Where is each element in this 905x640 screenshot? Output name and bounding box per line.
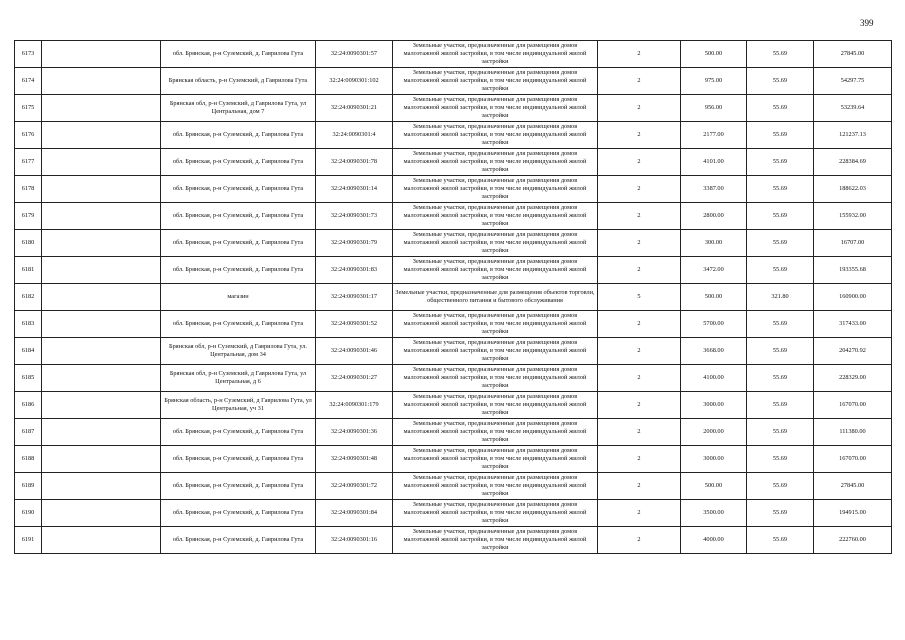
use-group-cell: 2 (598, 122, 681, 149)
table-row (15, 338, 892, 365)
specific-value-cell: 55.69 (747, 311, 814, 338)
address-cell: магазин (161, 284, 316, 311)
use-group-cell: 2 (598, 338, 681, 365)
cadastral-number-cell: 32:24:0090301:73 (316, 203, 393, 230)
cadastral-number-cell: 32:24:0090301:36 (316, 419, 393, 446)
land-use-cell: Земельные участки, предназначенные для размещения домов малоэтажной жилой застройки, в том числе индивидуальной жилой застройки (393, 203, 598, 230)
address-cell: Брянская область, р-н Суземский, д Гаврилова Гута (161, 68, 316, 95)
cadastral-number-cell: 32:24:0090301:21 (316, 95, 393, 122)
cadastral-number-cell: 32:24:0090301:16 (316, 527, 393, 554)
cadastral-number-cell: 32:24:0090301:17 (316, 284, 393, 311)
owner-blank-cell (42, 122, 161, 149)
row-number-cell: 6189 (15, 473, 42, 500)
address-cell: Брянская область, р-н Суземский, д Гаврилова Гута, ул Центральная, уч 31 (161, 392, 316, 419)
cadastral-number-cell: 32:24:0090301:84 (316, 500, 393, 527)
row-number-cell: 6182 (15, 284, 42, 311)
land-use-cell: Земельные участки, предназначенные для размещения домов малоэтажной жилой застройки, в том числе индивидуальной жилой застройки (393, 392, 598, 419)
land-use-cell: Земельные участки, предназначенные для размещения домов малоэтажной жилой застройки, в том числе индивидуальной жилой застройки (393, 365, 598, 392)
owner-blank-cell (42, 473, 161, 500)
address-cell: обл. Брянская, р-н Суземский, д. Гаврилова Гута (161, 311, 316, 338)
row-number-cell: 6173 (15, 41, 42, 68)
area-cell: 3472.00 (681, 257, 747, 284)
cadastral-number-cell: 32:24:0090301:48 (316, 446, 393, 473)
cadastral-number-cell: 32:24:0090301:57 (316, 41, 393, 68)
use-group-cell: 2 (598, 473, 681, 500)
cadastral-number-cell: 32:24:0090301:78 (316, 149, 393, 176)
area-cell: 2800.00 (681, 203, 747, 230)
address-cell: обл. Брянская, р-н Суземский, д. Гаврилова Гута (161, 203, 316, 230)
area-cell: 500.00 (681, 284, 747, 311)
table-row (15, 284, 892, 311)
row-number-cell: 6191 (15, 527, 42, 554)
specific-value-cell: 55.69 (747, 41, 814, 68)
owner-blank-cell (42, 203, 161, 230)
owner-blank-cell (42, 365, 161, 392)
address-cell: обл. Брянская, р-н Суземский, д. Гаврилова Гута (161, 473, 316, 500)
row-number-cell: 6174 (15, 68, 42, 95)
cadastral-value-cell: 228384.69 (814, 149, 892, 176)
land-use-cell: Земельные участки, предназначенные для размещения домов малоэтажной жилой застройки, в том числе индивидуальной жилой застройки (393, 176, 598, 203)
cadastral-value-cell: 16707.00 (814, 230, 892, 257)
area-cell: 956.00 (681, 95, 747, 122)
specific-value-cell: 55.69 (747, 122, 814, 149)
owner-blank-cell (42, 95, 161, 122)
owner-blank-cell (42, 176, 161, 203)
cadastral-value-cell: 167070.00 (814, 392, 892, 419)
specific-value-cell: 55.69 (747, 68, 814, 95)
row-number-cell: 6180 (15, 230, 42, 257)
specific-value-cell: 55.69 (747, 446, 814, 473)
specific-value-cell: 55.69 (747, 149, 814, 176)
specific-value-cell: 55.69 (747, 176, 814, 203)
area-cell: 4101.00 (681, 149, 747, 176)
owner-blank-cell (42, 68, 161, 95)
cadastral-value-cell: 54297.75 (814, 68, 892, 95)
cadastral-value-cell: 167070.00 (814, 446, 892, 473)
area-cell: 3387.00 (681, 176, 747, 203)
use-group-cell: 2 (598, 149, 681, 176)
specific-value-cell: 55.69 (747, 365, 814, 392)
owner-blank-cell (42, 338, 161, 365)
use-group-cell: 2 (598, 446, 681, 473)
land-use-cell: Земельные участки, предназначенные для размещения домов малоэтажной жилой застройки, в том числе индивидуальной жилой застройки (393, 419, 598, 446)
land-use-cell: Земельные участки, предназначенные для размещения домов малоэтажной жилой застройки, в том числе индивидуальной жилой застройки (393, 500, 598, 527)
address-cell: обл. Брянская, р-н Суземский, д. Гаврилова Гута (161, 230, 316, 257)
land-use-cell: Земельные участки, предназначенные для размещения домов малоэтажной жилой застройки, в том числе индивидуальной жилой застройки (393, 149, 598, 176)
specific-value-cell: 321.80 (747, 284, 814, 311)
address-cell: обл. Брянская, р-н Суземский, д. Гаврилова Гута (161, 149, 316, 176)
cadastral-value-cell: 317433.00 (814, 311, 892, 338)
cadastral-value-cell: 194915.00 (814, 500, 892, 527)
area-cell: 5700.00 (681, 311, 747, 338)
use-group-cell: 2 (598, 527, 681, 554)
area-cell: 4100.00 (681, 365, 747, 392)
cadastral-value-cell: 204270.92 (814, 338, 892, 365)
land-use-cell: Земельные участки, предназначенные для размещения домов малоэтажной жилой застройки, в том числе индивидуальной жилой застройки (393, 68, 598, 95)
cadastral-value-cell: 111380.00 (814, 419, 892, 446)
specific-value-cell: 55.69 (747, 338, 814, 365)
address-cell: обл. Брянская, р-н Суземский, д. Гаврилова Гута (161, 176, 316, 203)
use-group-cell: 2 (598, 500, 681, 527)
row-number-cell: 6188 (15, 446, 42, 473)
table-row (15, 95, 892, 122)
land-registry-table (14, 40, 892, 554)
table-row (15, 311, 892, 338)
table-row (15, 365, 892, 392)
land-use-cell: Земельные участки, предназначенные для размещения домов малоэтажной жилой застройки, в том числе индивидуальной жилой застройки (393, 527, 598, 554)
table-row (15, 473, 892, 500)
land-use-cell: Земельные участки, предназначенные для размещения домов малоэтажной жилой застройки, в том числе индивидуальной жилой застройки (393, 122, 598, 149)
row-number-cell: 6175 (15, 95, 42, 122)
registry-table-body (15, 41, 892, 554)
land-use-cell: Земельные участки, предназначенные для размещения домов малоэтажной жилой застройки, в том числе индивидуальной жилой застройки (393, 95, 598, 122)
area-cell: 4000.00 (681, 527, 747, 554)
table-row (15, 446, 892, 473)
area-cell: 3000.00 (681, 392, 747, 419)
address-cell: Брянская обл, р-н Суземский, д Гаврилова Гута, ул Центральная, дом 7 (161, 95, 316, 122)
cadastral-number-cell: 32:24:0090301:52 (316, 311, 393, 338)
cadastral-value-cell: 27845.00 (814, 473, 892, 500)
row-number-cell: 6185 (15, 365, 42, 392)
area-cell: 2000.00 (681, 419, 747, 446)
use-group-cell: 2 (598, 176, 681, 203)
owner-blank-cell (42, 257, 161, 284)
land-use-cell: Земельные участки, предназначенные для размещения домов малоэтажной жилой застройки, в том числе индивидуальной жилой застройки (393, 311, 598, 338)
use-group-cell: 2 (598, 392, 681, 419)
area-cell: 2177.00 (681, 122, 747, 149)
row-number-cell: 6190 (15, 500, 42, 527)
table-row (15, 149, 892, 176)
owner-blank-cell (42, 392, 161, 419)
specific-value-cell: 55.69 (747, 419, 814, 446)
specific-value-cell: 55.69 (747, 500, 814, 527)
area-cell: 3000.00 (681, 446, 747, 473)
cadastral-value-cell: 121237.13 (814, 122, 892, 149)
cadastral-number-cell: 32:24:0090301:83 (316, 257, 393, 284)
cadastral-number-cell: 32:24:0090301:79 (316, 230, 393, 257)
cadastral-number-cell: 32:24:0090301:14 (316, 176, 393, 203)
cadastral-value-cell: 155932.00 (814, 203, 892, 230)
use-group-cell: 2 (598, 419, 681, 446)
cadastral-number-cell: 32:24:0090301:72 (316, 473, 393, 500)
cadastral-value-cell: 193355.68 (814, 257, 892, 284)
cadastral-value-cell: 222760.00 (814, 527, 892, 554)
area-cell: 3668.00 (681, 338, 747, 365)
use-group-cell: 2 (598, 68, 681, 95)
row-number-cell: 6183 (15, 311, 42, 338)
address-cell: Брянская обл, р-н Суземский, д Гаврилова Гута, ул. Центральная, дом 34 (161, 338, 316, 365)
address-cell: обл. Брянская, р-н Суземский, д. Гаврилова Гута (161, 500, 316, 527)
use-group-cell: 2 (598, 257, 681, 284)
specific-value-cell: 55.69 (747, 230, 814, 257)
row-number-cell: 6181 (15, 257, 42, 284)
address-cell: обл. Брянская, р-н Суземский, д. Гаврилова Гута (161, 122, 316, 149)
cadastral-value-cell: 228329.00 (814, 365, 892, 392)
specific-value-cell: 55.69 (747, 473, 814, 500)
owner-blank-cell (42, 284, 161, 311)
table-row (15, 500, 892, 527)
cadastral-value-cell: 188622.03 (814, 176, 892, 203)
table-row (15, 257, 892, 284)
use-group-cell: 2 (598, 311, 681, 338)
table-row (15, 419, 892, 446)
page-number: 399 (860, 18, 874, 28)
address-cell: обл. Брянская, р-н Суземский, д. Гаврилова Гута (161, 257, 316, 284)
address-cell: обл. Брянская, р-н Суземский, д. Гаврилова Гута (161, 41, 316, 68)
row-number-cell: 6187 (15, 419, 42, 446)
table-row (15, 230, 892, 257)
cadastral-number-cell: 32:24:0090301:46 (316, 338, 393, 365)
row-number-cell: 6179 (15, 203, 42, 230)
specific-value-cell: 55.69 (747, 392, 814, 419)
cadastral-number-cell: 32:24:0090301:4 (316, 122, 393, 149)
owner-blank-cell (42, 230, 161, 257)
owner-blank-cell (42, 419, 161, 446)
area-cell: 300.00 (681, 230, 747, 257)
owner-blank-cell (42, 149, 161, 176)
land-use-cell: Земельные участки, предназначенные для размещения домов малоэтажной жилой застройки, в том числе индивидуальной жилой застройки (393, 41, 598, 68)
cadastral-value-cell: 160900.00 (814, 284, 892, 311)
row-number-cell: 6177 (15, 149, 42, 176)
land-use-cell: Земельные участки, предназначенные для размещения объектов торговли, общественного питания и бытового обслуживания (393, 284, 598, 311)
land-use-cell: Земельные участки, предназначенные для размещения домов малоэтажной жилой застройки, в том числе индивидуальной жилой застройки (393, 473, 598, 500)
table-row (15, 527, 892, 554)
use-group-cell: 2 (598, 203, 681, 230)
table-row (15, 122, 892, 149)
table-row (15, 392, 892, 419)
land-use-cell: Земельные участки, предназначенные для размещения домов малоэтажной жилой застройки, в том числе индивидуальной жилой застройки (393, 257, 598, 284)
area-cell: 500.00 (681, 41, 747, 68)
cadastral-value-cell: 27845.00 (814, 41, 892, 68)
cadastral-number-cell: 32:24:0090301:179 (316, 392, 393, 419)
use-group-cell: 5 (598, 284, 681, 311)
table-row (15, 41, 892, 68)
use-group-cell: 2 (598, 41, 681, 68)
cadastral-value-cell: 53239.64 (814, 95, 892, 122)
specific-value-cell: 55.69 (747, 95, 814, 122)
land-use-cell: Земельные участки, предназначенные для размещения домов малоэтажной жилой застройки, в том числе индивидуальной жилой застройки (393, 446, 598, 473)
row-number-cell: 6186 (15, 392, 42, 419)
area-cell: 500.00 (681, 473, 747, 500)
land-use-cell: Земельные участки, предназначенные для размещения домов малоэтажной жилой застройки, в том числе индивидуальной жилой застройки (393, 230, 598, 257)
area-cell: 3500.00 (681, 500, 747, 527)
land-use-cell: Земельные участки, предназначенные для размещения домов малоэтажной жилой застройки, в том числе индивидуальной жилой застройки (393, 338, 598, 365)
use-group-cell: 2 (598, 365, 681, 392)
row-number-cell: 6184 (15, 338, 42, 365)
address-cell: обл. Брянская, р-н Суземский, д. Гаврилова Гута (161, 527, 316, 554)
owner-blank-cell (42, 311, 161, 338)
address-cell: обл. Брянская, р-н Суземский, д. Гаврилова Гута (161, 446, 316, 473)
owner-blank-cell (42, 41, 161, 68)
row-number-cell: 6176 (15, 122, 42, 149)
table-row (15, 203, 892, 230)
address-cell: обл. Брянская, р-н Суземский, д. Гаврилова Гута (161, 419, 316, 446)
owner-blank-cell (42, 446, 161, 473)
owner-blank-cell (42, 527, 161, 554)
table-row (15, 68, 892, 95)
specific-value-cell: 55.69 (747, 203, 814, 230)
address-cell: Брянская обл, р-н Суземский, д Гаврилова Гута, ул Центральная, д 6 (161, 365, 316, 392)
cadastral-number-cell: 32:24:0090301:27 (316, 365, 393, 392)
table-row (15, 176, 892, 203)
area-cell: 975.00 (681, 68, 747, 95)
use-group-cell: 2 (598, 230, 681, 257)
specific-value-cell: 55.69 (747, 257, 814, 284)
owner-blank-cell (42, 500, 161, 527)
cadastral-number-cell: 32:24:0090301:102 (316, 68, 393, 95)
use-group-cell: 2 (598, 95, 681, 122)
specific-value-cell: 55.69 (747, 527, 814, 554)
row-number-cell: 6178 (15, 176, 42, 203)
